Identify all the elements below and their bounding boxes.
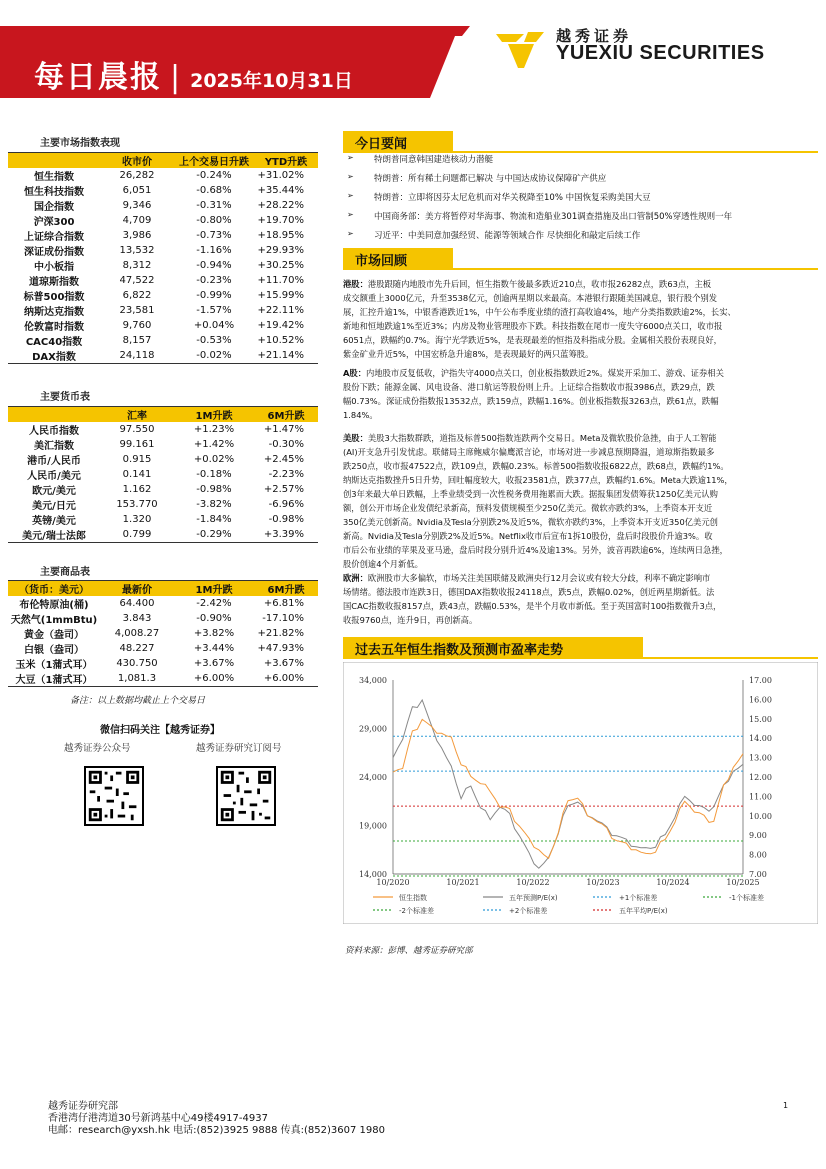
cell-value: 153.770	[116, 499, 158, 510]
y-right-tick-label: 10.00	[749, 811, 772, 821]
legend-label: 恒生指数	[399, 894, 427, 902]
cell-value: -0.24%	[196, 170, 232, 181]
table-row	[8, 512, 318, 527]
y-left-tick-label: 29,000	[359, 724, 387, 734]
table-row	[8, 183, 318, 198]
row-label: 标普500指数	[23, 292, 85, 303]
arrow-bullet-icon: ➢	[347, 153, 354, 162]
cell-value: +3.67%	[263, 658, 304, 669]
table-header-cell	[8, 407, 100, 423]
x-tick-label: 10/2022	[516, 878, 550, 887]
table-header-cell: 1M升跌	[174, 407, 254, 423]
cell-value: 9,760	[122, 320, 152, 331]
cell-value: -0.23%	[196, 275, 232, 286]
table-row	[8, 422, 318, 437]
paragraph-line: 6051点，跌幅约0.7%。海宁光学跌近5%，是表现最差的恒指及科指成分股。金属相关股份表现良好，	[343, 335, 722, 345]
cell-value: 6,822	[122, 290, 152, 301]
cell-value: -0.90%	[196, 613, 232, 624]
table-row	[8, 333, 318, 348]
news-item-text: 特朗普：立即将因芬太尼危机而对华关税降至10% 中国恢复采购美国大豆	[374, 193, 651, 203]
paragraph-line: 纳斯达克指数挫升5日升势，回吐幅度较大，收报23581点，跌377点，跌幅约1.6%。Meta大跌逾11%，	[343, 475, 733, 485]
cell-value: +6.00%	[254, 671, 318, 687]
cell-value: -0.94%	[196, 260, 232, 271]
cell-value: +1.23%	[193, 424, 235, 435]
logo-english-text: YUEXIU SECURITIES	[556, 42, 765, 64]
row-label: 天然气(1mmBtu)	[10, 615, 98, 626]
row-label: 道琼斯指数	[29, 277, 79, 288]
table-row	[8, 273, 318, 288]
cell-value: +30.25%	[257, 260, 304, 271]
row-label: 美汇指数	[34, 441, 74, 452]
page-number: 1	[783, 1101, 789, 1110]
cell-value: 48.227	[119, 643, 155, 654]
news-item-text: 习近平：中美同意加强经贸、能源等领域合作 尽快细化和敲定后续工作	[374, 231, 641, 241]
row-label: 恒生指数	[34, 172, 74, 183]
table-header-cell: （货币：美元）	[8, 581, 100, 597]
a-share-paragraph	[343, 366, 811, 422]
table-row	[8, 288, 318, 303]
cell-value: +19.70%	[257, 215, 304, 226]
paragraph-line: 额，创公开市场企业发债纪录新高，预料发债规模至少250亿美元。微软亦跌约3%，上季资本开支近	[343, 503, 713, 513]
paragraph-line: 紫金矿业升近5%，中国宏桥急升逾8%，是表现最好的两只蓝筹股。	[343, 349, 594, 359]
legend-label: 五年预测P/E(x)	[509, 894, 558, 902]
row-label: 欧元/美元	[32, 486, 76, 497]
fx-table-title: 主要货币表	[40, 392, 90, 403]
report-title: 每日晨报 | 2025年10月31日	[34, 60, 353, 95]
y-right-tick-label: 8.00	[749, 850, 767, 860]
cell-value: 8,312	[122, 260, 152, 271]
paragraph-label: 港股：	[343, 279, 368, 289]
y-right-tick-label: 16.00	[749, 695, 772, 705]
cell-value: -2.42%	[196, 598, 232, 609]
y-left-tick-label: 14,000	[359, 870, 387, 879]
hsi-pe-chart	[343, 662, 818, 924]
footer-contact: 电邮：research@yxsh.hk 电话:(852)3925 9888 传真:(852)3607 1980	[48, 1125, 385, 1136]
x-tick-label: 10/2024	[656, 878, 690, 887]
cell-value: +3.67%	[193, 658, 235, 669]
news-item[interactable]	[347, 210, 817, 222]
arrow-bullet-icon: ➢	[347, 229, 354, 238]
x-tick-label: 10/2025	[726, 878, 760, 887]
y-left-tick-label: 24,000	[359, 773, 387, 782]
cell-value: 3.843	[122, 613, 152, 624]
cell-value: -1.84%	[196, 514, 232, 525]
cell-value: +15.99%	[257, 290, 304, 301]
row-label: 沪深300	[33, 217, 75, 228]
row-label: 人民币/美元	[27, 471, 81, 482]
today-header: 今日要闻	[343, 131, 818, 153]
cell-value: -0.80%	[196, 215, 232, 226]
table-row	[8, 168, 318, 183]
cell-value: +28.22%	[257, 200, 304, 211]
y-left-tick-label: 19,000	[359, 821, 387, 831]
cell-value: 0.141	[122, 469, 152, 480]
legend-label: 五年平均P/E(x)	[619, 907, 668, 915]
legend-label: -2个标准差	[399, 907, 434, 915]
cell-value: -0.02%	[174, 348, 254, 364]
table-row	[8, 213, 318, 228]
table-row	[8, 641, 318, 656]
news-item[interactable]	[347, 153, 817, 165]
y-right-tick-label: 7.00	[749, 870, 767, 879]
table-row	[8, 482, 318, 497]
cell-value: +2.57%	[263, 484, 304, 495]
cell-value: -0.31%	[196, 200, 232, 211]
table-row	[8, 348, 318, 364]
wechat-title: 微信扫码关注【越秀证券】	[100, 725, 220, 736]
row-label: CAC40指数	[25, 337, 83, 348]
y-right-tick-label: 14.00	[749, 734, 772, 744]
footer-dept: 越秀证券研究部	[48, 1101, 118, 1112]
y-right-tick-label: 13.00	[749, 753, 772, 763]
table-row	[8, 452, 318, 467]
paragraph-line: 幅0.73%。深证成份指数报13532点，跌159点，跌幅1.16%。创业板指数报3263点，跌61点，跌幅	[343, 396, 719, 406]
table-header-cell: 上个交易日升跌	[174, 153, 254, 169]
paragraph-line: 市后公布业绩的苹果及亚马逊，盘后时段分别升近4%及逾13%。另外，波音再跌逾6%，连续两日急挫，	[343, 545, 728, 555]
table-row	[8, 671, 318, 687]
row-label: 伦敦富时指数	[24, 322, 84, 333]
arrow-bullet-icon: ➢	[347, 172, 354, 181]
paragraph-line: 创3年来最大单日跌幅，上季业绩受到一次性税务费用拖累而大跌。据报集团发债筹获1250亿美元认购	[343, 489, 718, 499]
cell-value: 6,051	[122, 185, 152, 196]
cell-value: 47,522	[119, 275, 155, 286]
table-header-cell: 1M升跌	[174, 581, 254, 597]
report-date: 2025年10月31日	[190, 70, 353, 92]
cell-value: +10.52%	[257, 335, 304, 346]
paragraph-line: 1.84%。	[343, 410, 378, 420]
logo-chinese-text: 越秀证券	[556, 27, 633, 45]
news-item[interactable]	[347, 229, 817, 241]
row-label: 布伦特原油(桶)	[19, 600, 89, 611]
fx-table	[8, 406, 318, 543]
row-label: 国企指数	[34, 202, 74, 213]
cell-value: 0.799	[100, 527, 174, 543]
cell-value: -3.82%	[196, 499, 232, 510]
index-table-title: 主要市场指数表现	[40, 138, 120, 149]
table-header-cell: 汇率	[100, 407, 174, 423]
cell-value: +18.95%	[257, 230, 304, 241]
table-row	[8, 228, 318, 243]
paragraph-line: 国CAC指数收报8157点，跌43点，跌幅0.53%，是半个月收市新低。至于英国富时100指数微升3点，	[343, 601, 722, 611]
chart-source: 资料来源：彭博、越秀证券研究部	[345, 946, 473, 956]
paragraph-line: 美股3大指数群跌，道指及标普500指数连跌两个交易日。Meta及微软股价急挫，由于人工智能	[367, 433, 717, 443]
cell-value: +11.70%	[257, 275, 304, 286]
cell-value: -0.99%	[196, 290, 232, 301]
cell-value: 13,532	[119, 245, 155, 256]
table-header-cell	[8, 153, 100, 169]
cell-value: -0.30%	[268, 439, 304, 450]
paragraph-line: (AI)开支急升引发忧虑。联储局主席鲍威尔偏鹰派言论，市场对进一步减息预期降温，道琼斯指数最多	[343, 447, 715, 457]
row-label: 中小板指	[34, 262, 74, 273]
cell-value: +2.45%	[263, 454, 304, 465]
cell-value: +6.00%	[174, 671, 254, 687]
y-right-tick-label: 15.00	[749, 714, 772, 724]
cell-value: -2.23%	[268, 469, 304, 480]
cell-value: -0.98%	[196, 484, 232, 495]
cell-value: 0.915	[122, 454, 152, 465]
cell-value: -0.53%	[196, 335, 232, 346]
cell-value: 23,581	[119, 305, 155, 316]
news-item-text: 特朗普：所有稀土问题都已解决 与中国达成协议保障矿产供应	[374, 174, 607, 184]
table-header-cell: YTD升跌	[254, 153, 318, 169]
cell-value: 1.320	[122, 514, 152, 525]
cell-value: +47.93%	[257, 643, 304, 654]
news-item-text: 特朗普同意韩国建造核动力潜艇	[374, 155, 494, 165]
cell-value: -17.10%	[262, 613, 304, 624]
cell-value: +22.11%	[257, 305, 304, 316]
paragraph-line: 收报9760点，连升9日，再创新高。	[343, 615, 478, 625]
footer	[48, 1101, 385, 1137]
cell-value: -0.18%	[196, 469, 232, 480]
paragraph-line: 股份下跌；能源金属、风电设备、港口航运等股份则上升。上证综合指数收市报3986点，跌29点，跌	[343, 382, 715, 392]
cell-value: -0.68%	[196, 185, 232, 196]
row-label: 恒生科技指数	[24, 187, 84, 198]
hk-market-paragraph	[343, 277, 811, 361]
paragraph-line: 跌250点，收市报47522点，跌109点，跌幅0.23%。标普500指数收报6822点，跌68点，跌幅约1%。	[343, 461, 729, 471]
cell-value: +6.81%	[263, 598, 304, 609]
paragraph-line: 内地股市反复低收，沪指失守4000点关口，创业板指数跌近2%。煤炭开采加工、游戏、证券相关	[366, 368, 724, 378]
cell-value: +31.02%	[257, 170, 304, 181]
row-label: 美元/日元	[32, 501, 76, 512]
cell-value: 8,157	[122, 335, 152, 346]
us-market-paragraph	[343, 431, 811, 571]
table-row	[8, 258, 318, 273]
row-label: 人民币指数	[29, 426, 79, 437]
cell-value: -0.98%	[268, 514, 304, 525]
paragraph-line: 欧洲股市大多偏软，市场关注美国联储及欧洲央行12月会议或有较大分歧，利率不确定影响市	[367, 573, 711, 583]
x-tick-label: 10/2023	[586, 878, 620, 887]
cell-value: 99.161	[119, 439, 155, 450]
cell-value: -6.96%	[268, 499, 304, 510]
table-row	[8, 497, 318, 512]
cell-value: +0.02%	[193, 454, 235, 465]
table-row	[8, 198, 318, 213]
arrow-bullet-icon: ➢	[347, 191, 354, 200]
paragraph-line: 成交额重上3000亿元，升至3538亿元，创逾两星期以来最高。本港银行跟随美国减息，银行股个别发	[343, 293, 718, 303]
cell-value: 3,986	[122, 230, 152, 241]
table-row	[8, 467, 318, 482]
qr-label-official: 越秀证券公众号	[64, 743, 131, 754]
table-header-cell: 收市价	[100, 153, 174, 169]
row-label: 黄金（盎司）	[24, 630, 84, 641]
cell-value: +21.82%	[257, 628, 304, 639]
cell-value: +35.44%	[257, 185, 304, 196]
yuexiu-logo-icon	[494, 28, 546, 70]
cell-value: +1.42%	[193, 439, 235, 450]
footer-address: 香港湾仔港湾道30号新鸿基中心49楼4917-4937	[48, 1113, 268, 1124]
row-label: 纳斯达克指数	[24, 307, 84, 318]
row-label: 白银（盎司）	[24, 645, 84, 656]
x-tick-label: 10/2020	[376, 878, 410, 887]
cell-value: -1.57%	[196, 305, 232, 316]
cell-value: +21.14%	[254, 348, 318, 364]
chart-header: 过去五年恒生指数及预测市盈率走势	[343, 637, 818, 659]
cell-value: -1.16%	[196, 245, 232, 256]
cell-value: +3.44%	[193, 643, 235, 654]
index-table	[8, 152, 318, 364]
cell-value: 97.550	[119, 424, 155, 435]
paragraph-line: 新地和恒地跌逾1%至近3%；内房及物业管理股亦下跌。科技指数在尾市一度失守6000点关口，收市报	[343, 321, 723, 331]
cell-value: 4,709	[122, 215, 152, 226]
x-tick-label: 10/2021	[446, 878, 480, 887]
row-label: 深证成份指数	[24, 247, 84, 258]
cell-value: 1.162	[122, 484, 152, 495]
paragraph-label: 美股：	[343, 433, 368, 443]
cell-value: -0.73%	[196, 230, 232, 241]
news-item[interactable]	[347, 191, 817, 203]
news-item-text: 中国商务部：美方将暂停对华海事、物流和造船业301调查措施及出口管制50%穿透性规则一年	[374, 212, 733, 222]
table-row	[8, 243, 318, 258]
paragraph-line: 港股跟随内地股市先升后回，恒生指数午後最多跌近210点，收市报26282点，跌63点，主板	[367, 279, 712, 289]
commodity-table-title: 主要商品表	[40, 567, 90, 578]
paragraph-line: 展，汇控升逾1%，中银香港跌近1%，中午公布季度业绩的渣打高收逾4%，地产分类指数跌逾2%，长实、	[343, 307, 736, 317]
paragraph-line: 场情绪。德法股市连跌3日，德国DAX指数收报24118点，跌5点，跌幅0.02%，创近两星期新低。法	[343, 587, 715, 597]
qr-label-research: 越秀证券研究订阅号	[196, 743, 282, 754]
table-row	[8, 611, 318, 626]
row-label: 大豆（1蒲式耳）	[8, 671, 100, 687]
table-row	[8, 626, 318, 641]
arrow-bullet-icon: ➢	[347, 210, 354, 219]
paragraph-line: 350亿美元创新高。Nvidia及Tesla分别跌2%及近5%，微软亦跌约3%，上季资本开支近350亿美元创	[343, 517, 718, 527]
y-left-tick-label: 34,000	[359, 676, 387, 685]
qr-code-research-icon[interactable]	[216, 766, 276, 826]
cell-value: +29.93%	[257, 245, 304, 256]
y-right-tick-label: 12.00	[749, 773, 772, 782]
table-header-cell: 最新价	[100, 581, 174, 597]
table-header-cell: 6M升跌	[254, 581, 318, 597]
qr-code-official-icon[interactable]	[84, 766, 144, 826]
y-right-tick-label: 9.00	[749, 831, 767, 841]
table-row	[8, 656, 318, 671]
cell-value: 26,282	[119, 170, 155, 181]
cell-value: 430.750	[116, 658, 158, 669]
legend-label: +2个标准差	[509, 907, 548, 915]
table-row	[8, 303, 318, 318]
paragraph-line: 股价创逾4个月新低。	[343, 559, 423, 569]
cell-value: 9,346	[122, 200, 152, 211]
row-label: 玉米（1蒲式耳）	[15, 660, 93, 671]
y-right-tick-label: 17.00	[749, 676, 772, 685]
cell-value: +3.82%	[193, 628, 235, 639]
row-label: 上证综合指数	[24, 232, 84, 243]
table-row	[8, 318, 318, 333]
table-header-cell: 6M升跌	[254, 407, 318, 423]
review-header: 市场回顾	[343, 248, 818, 270]
table-row	[8, 527, 318, 543]
cell-value: 24,118	[100, 348, 174, 364]
row-label: DAX指数	[8, 348, 100, 364]
table-row	[8, 437, 318, 452]
cell-value: +19.42%	[257, 320, 304, 331]
cell-value: +0.04%	[193, 320, 235, 331]
cell-value: 64.400	[119, 598, 155, 609]
cell-value: +1.47%	[263, 424, 304, 435]
cell-value: 4,008.27	[114, 628, 160, 639]
cell-value: 1,081.3	[100, 671, 174, 687]
row-label: 英镑/美元	[32, 516, 76, 527]
legend-label: +1个标准差	[619, 894, 658, 902]
table-row	[8, 596, 318, 611]
table-note: 备注：以上数据均截止上个交易日	[70, 696, 206, 706]
cell-value: +3.39%	[254, 527, 318, 543]
commodity-table	[8, 580, 318, 687]
news-item[interactable]	[347, 172, 817, 184]
europe-market-paragraph	[343, 571, 811, 627]
row-label: 美元/瑞士法郎	[8, 527, 100, 543]
cell-value: -0.29%	[174, 527, 254, 543]
paragraph-line: 新高。Nvidia及Tesla分别跌2%及近5%。Netflix收市后宣布1拆10股份，盘后时段股价升逾3%。收	[343, 531, 713, 541]
paragraph-label: A股：	[343, 368, 367, 378]
y-right-tick-label: 11.00	[749, 792, 772, 802]
row-label: 港币/人民币	[27, 456, 81, 467]
legend-label: -1个标准差	[729, 894, 764, 902]
paragraph-label: 欧洲：	[343, 573, 368, 583]
